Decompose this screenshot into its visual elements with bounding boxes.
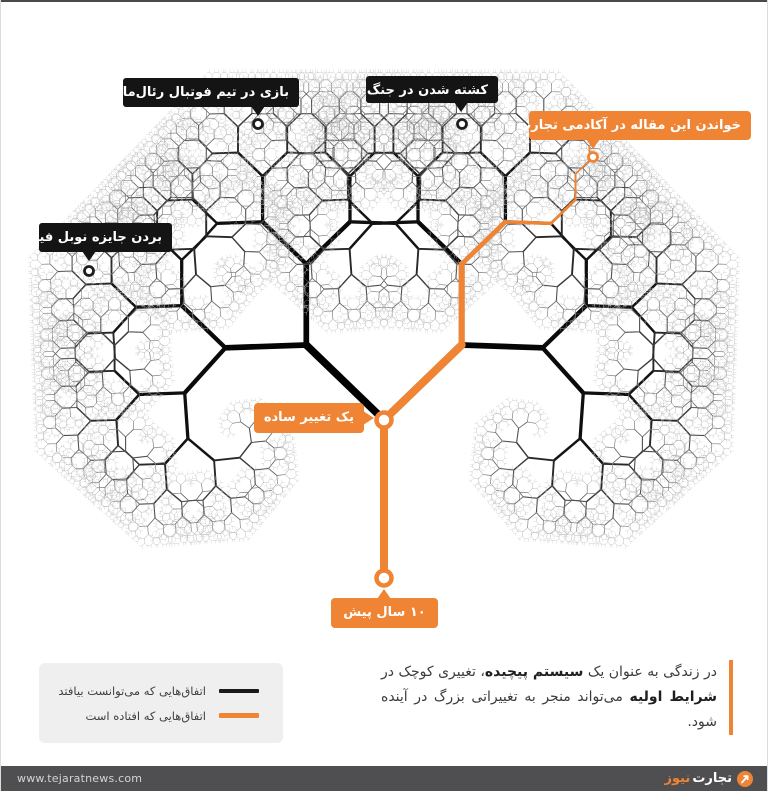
pointer-down-icon: [586, 139, 600, 149]
caption-paragraph: [381, 660, 733, 735]
caption-bold-complex-system: سیستم پیچیده: [484, 664, 584, 680]
callout-war: [366, 76, 498, 103]
nobel-marker: [85, 267, 94, 276]
legend-row-happened: [63, 709, 259, 723]
callout-nobel: [13, 223, 172, 252]
callout-article-text: خواندن این مقاله در آکادمی تجارت: [518, 118, 741, 133]
pointer-down-icon: [251, 106, 265, 116]
callout-real-madrid: [96, 78, 299, 107]
callout-nobel-text: بردن جایزه نوبل فیزیک: [13, 230, 162, 245]
pointer-up-icon: [377, 589, 391, 599]
callout-article: [518, 111, 751, 140]
caption-text: می‌تواند منجر به تغییراتی بزرگ در آینده شود.: [381, 689, 717, 730]
callout-ten-years-ago-text: ۱۰ سال پیش: [343, 605, 426, 620]
black-line-swatch: [219, 689, 259, 693]
brand-name: تجارت: [692, 771, 732, 786]
legend-could-happen-text: اتفاق‌هایی که می‌توانست بیافتد: [58, 683, 206, 698]
ten-years-ago-node: [377, 571, 392, 586]
madrid-marker: [254, 120, 263, 129]
brand-logo: [664, 771, 753, 787]
orange-line-swatch: [219, 713, 259, 718]
legend-row-could-happen: [58, 683, 259, 698]
legend: [39, 663, 283, 743]
pointer-right-icon: [363, 411, 374, 425]
caption-text: در زندگی به عنوان یک: [583, 664, 717, 680]
footer-bar: [1, 766, 768, 791]
callout-simple-change-text: یک تغییر ساده: [263, 410, 354, 425]
tejaratnews-logo-icon: [737, 771, 753, 787]
website-url: www.tejaratnews.com: [17, 772, 143, 785]
caption-text: ، تغییری کوچک در: [381, 664, 485, 680]
callout-war-text: کشته شدن در جنگ: [366, 83, 488, 98]
callout-real-madrid-text: بازی در تیم فوتبال رئال‌مادرید: [96, 85, 289, 100]
simple-change-node: [377, 413, 392, 428]
legend-happened-text: اتفاق‌هایی که افتاده است: [85, 708, 206, 723]
brand-suffix: نیوز: [664, 771, 691, 786]
pointer-down-icon: [82, 251, 96, 261]
caption-bold-initial-conditions: شرایط اولیه: [629, 689, 717, 705]
pointer-down-icon: [454, 102, 468, 112]
article-marker: [589, 153, 598, 162]
war-marker: [458, 120, 467, 129]
callout-ten-years-ago: [331, 598, 438, 628]
callout-simple-change: [254, 403, 364, 433]
